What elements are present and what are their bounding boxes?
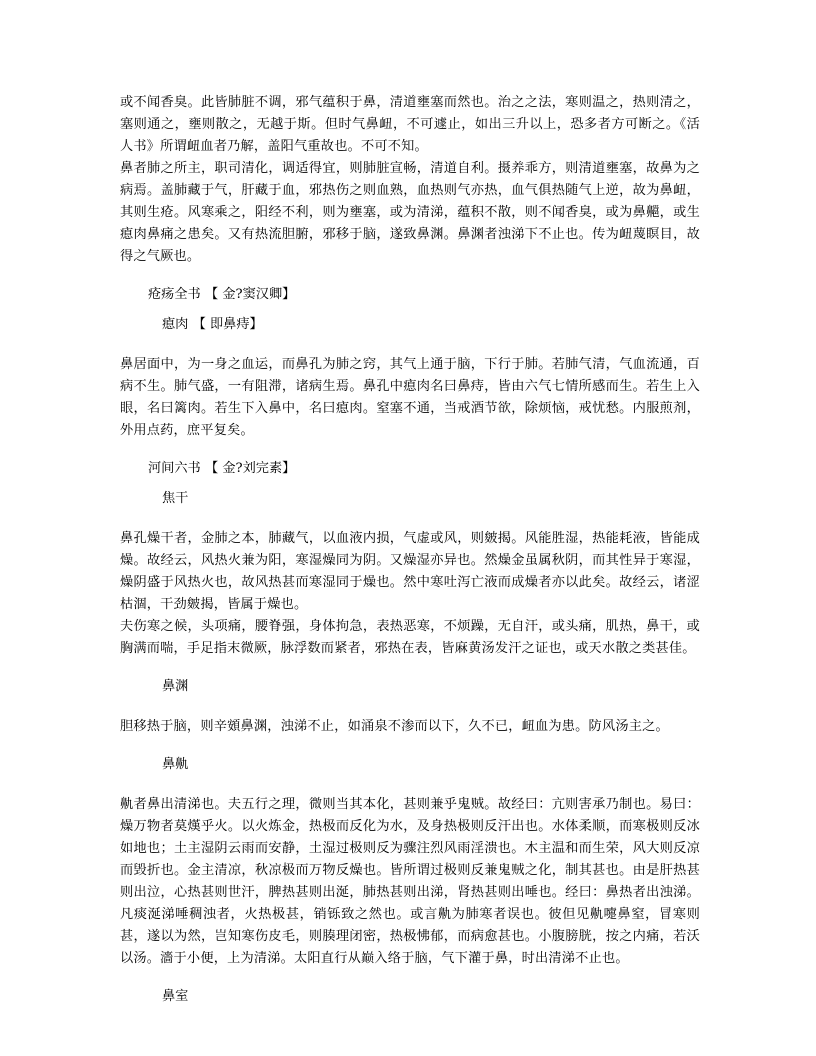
section-heading: 鼻渊	[162, 679, 189, 694]
document-page	[120, 92, 700, 1016]
section-heading: 鼻室	[162, 989, 189, 1004]
section-heading: 焦干	[162, 491, 189, 506]
paragraph: 胆移热于脑，则辛頞鼻渊，浊涕不止，如涌泉不渗而以下，久不已，衄血为患。防风汤主之。	[120, 719, 669, 734]
paragraph: 鼻居面中，为一身之血运，而鼻孔为肺之窍，其气上通于脑，下行于肺。若肺气清，气血流通，百病不生。肺气盛，一有阻滞，诸病生焉。鼻孔中瘜肉名曰鼻痔，皆由六气七情所感而生。若生上入眼，名曰篱肉。若生下入鼻中，名曰瘜肉。窒塞不通，当戒酒节欲，除烦恼，戒忧愁。内服煎剂，外用点药，庶平复矣。	[120, 357, 700, 438]
book-heading: 河间六书 【 金?刘完素】	[148, 461, 296, 476]
section-heading: 鼻鼽	[162, 757, 189, 772]
paragraph: 夫伤寒之候，头项痛，腰脊强，身体拘急，表热恶寒，不烦躁，无自汗，或头痛，肌热，鼻干，或胸满而喘，手足指末微厥，脉浮数而紧者，邪热在表，皆麻黄汤发汗之证也，或天水散之类甚佳。	[120, 619, 700, 656]
paragraph: 或不闻香臭。此皆肺脏不调，邪气蕴积于鼻，清道壅塞而然也。治之之法，寒则温之，热则清之，塞则通之，壅则散之，无越于斯。但时气鼻衄，不可遽止，如出三升以上，恐多者方可断之。《活人书》所谓衄血者乃解，盖阳气重故也。不可不知。	[120, 95, 700, 154]
section-heading: 瘜肉 【 即鼻痔】	[162, 317, 263, 332]
book-heading: 疮疡全书 【 金?窦汉卿】	[148, 287, 296, 302]
paragraph: 鼽者鼻出清涕也。夫五行之理，微则当其本化，甚则兼乎鬼贼。故经曰：亢则害承乃制也。易曰：燥万物者莫熯乎火。以火炼金，热极而反化为水，及身热极则反汗出也。水体柔顺，而寒极则反冰如地也；土主湿阴云雨而安静，土湿过极则反为骤注烈风雨淫溃也。木主温和而生荣，风大则反凉而毁折也。金主清凉，秋凉极而万物反燥也。皆所谓过极则反兼鬼贼之化，制其甚也。由是肝热甚则出泣，心热甚则世汗，脾热甚则出涎，肺热甚则出涕，肾热甚则出唾也。经曰：鼻热者出浊涕。凡痰涎涕唾稠浊者，火热极甚，销铄致之然也。或言鼽为肺寒者误也。彼但见鼽嚏鼻窒，冒寒则甚，遂以为然，岂知寒伤皮毛，则腠理闭密，热极怫郁，而病愈甚也。小腹膀胱，按之内痛，若沃以汤。濇于小便，上为清涕。太阳直行从巅入络于脑，气下灌于鼻，时出清涕不止也。	[120, 797, 700, 966]
paragraph: 鼻者肺之所主，职司清化，调适得宜，则肺脏宣畅，清道自利。摄养乖方，则清道壅塞，故鼻为之病焉。盖肺藏于气，肝藏于血，邪热伤之则血熟，血热则气亦热，血气俱热随气上逆，故为鼻衄，其则生疮。风寒乘之，阳经不利，则为壅塞，或为清涕，蕴积不散，则不闻香臭，或为鼻齆，或生瘜肉鼻痛之患矣。又有热流胆腑，邪移于脑，遂致鼻渊。鼻渊者浊涕下不止也。传为衄蔑瞑目，故得之气厥也。	[120, 161, 700, 264]
paragraph: 鼻孔燥干者，金肺之本，肺藏气，以血液内损，气虚或风，则皴揭。风能胜湿，热能耗液，皆能成燥。故经云，风热火兼为阳，寒湿燥同为阴。又燥湿亦异也。然燥金虽属秋阴，而其性异于寒湿，燥阴盛于风热火也，故风热甚而寒湿同于燥也。然中寒吐泻亡液而成燥者亦以此矣。故经云，诸涩枯涸，干劲皴揭，皆属于燥也。	[120, 531, 700, 612]
